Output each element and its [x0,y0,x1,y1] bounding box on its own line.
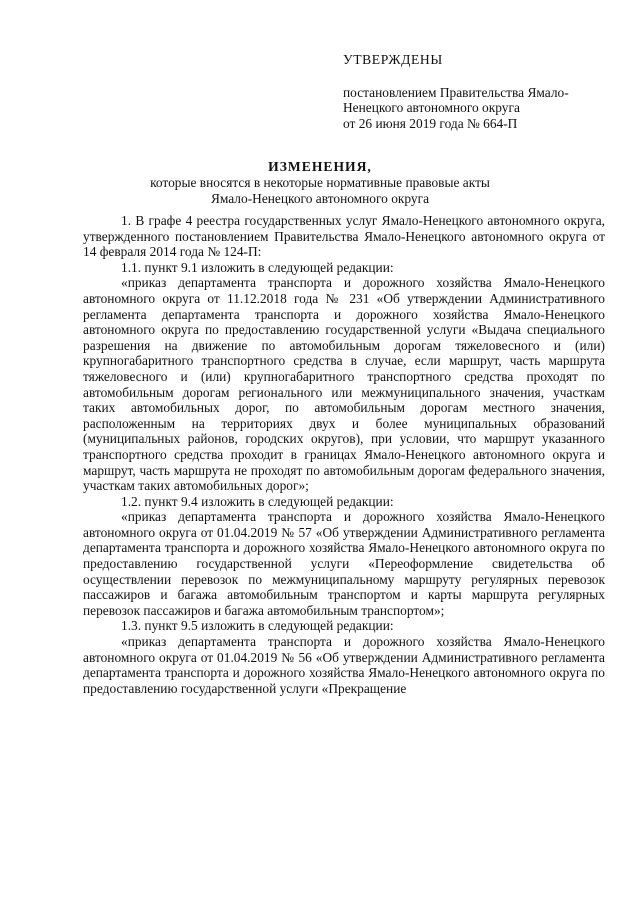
approval-line: Ненецкого автономного округа [343,100,520,116]
body-paragraph: «приказ департамента транспорта и дорожного хозяйства Ямало-Ненецкого автономного округа от 01.04.2019 № 56 «Об утверждении Административного регламента департамента транспорта и дорожного хозяйства Ямало-Ненецкого автономного округа по предоставлению государственной услуги «Прекращение [83,634,605,696]
approval-line: от 26 июня 2019 года № 664-П [343,115,518,131]
approval-line: постановлением Правительства Ямало- [343,84,569,100]
document-title: ИЗМЕНЕНИЯ, [268,159,372,174]
body-paragraph: 1.2. пункт 9.4 изложить в следующей редакции: [121,493,394,509]
body-paragraph: «приказ департамента транспорта и дорожного хозяйства Ямало-Ненецкого автономного округа от 11.12.2018 года № 231 «Об утверждении Административного регламента департамента транспорта и дорожного хозяйства Ямало-Ненецкого автономного округа по предоставлению государственной услуги «Выдача специального разрешения на движение по автомобильным дорогам тяжеловесного и (или) крупногабаритного транспортного средства в случае, если маршрут, часть маршрута тяжеловесного и (или) крупногабаритного транспортного средства проходят по автомобильным дорогам регионального или межмуниципального значения, участкам таких автомобильных дорог, по автомобильным дорогам местного значения, расположенным на территориях двух и более муниципальных образований (муниципальных районов, городских округов), при условии, что маршрут указанного транспортного средства проходит в границах Ямало-Ненецкого автономного округа и маршрут, часть маршрута не проходят по автомобильным дорогам федерального значения, участкам таких автомобильных дорог»; [83,275,605,494]
document-title-block [0,158,640,206]
body-paragraph: 1.3. пункт 9.5 изложить в следующей редакции: [121,618,394,634]
document-subtitle-line: Ямало-Ненецкого автономного округа [210,190,430,206]
body-paragraph: «приказ департамента транспорта и дорожного хозяйства Ямало-Ненецкого автономного округа от 01.04.2019 № 57 «Об утверждении Административного регламента департамента транспорта и дорожного хозяйства Ямало-Ненецкого автономного округа по предоставлению государственной услуги «Переоформление свидетельства об осуществлении перевозок по межмуниципальному маршруту регулярных перевозок пассажиров и багажа автомобильным транспортом и карты маршрута регулярных перевозок пассажиров и багажа автомобильным транспортом»; [83,509,605,618]
body-paragraph: 1. В графе 4 реестра государственных услуг Ямало-Ненецкого автономного округа, утвержденного постановлением Правительства Ямало-Ненецкого автономного округа от 14 февраля 2014 года № 124-П: [83,213,605,260]
approval-heading: УТВЕРЖДЕНЫ [343,52,443,67]
approval-stamp [343,52,613,131]
body-paragraph: 1.1. пункт 9.1 изложить в следующей редакции: [121,259,394,275]
document-body [83,213,605,696]
document-subtitle-line: которые вносятся в некоторые нормативные правовые акты [150,175,490,190]
